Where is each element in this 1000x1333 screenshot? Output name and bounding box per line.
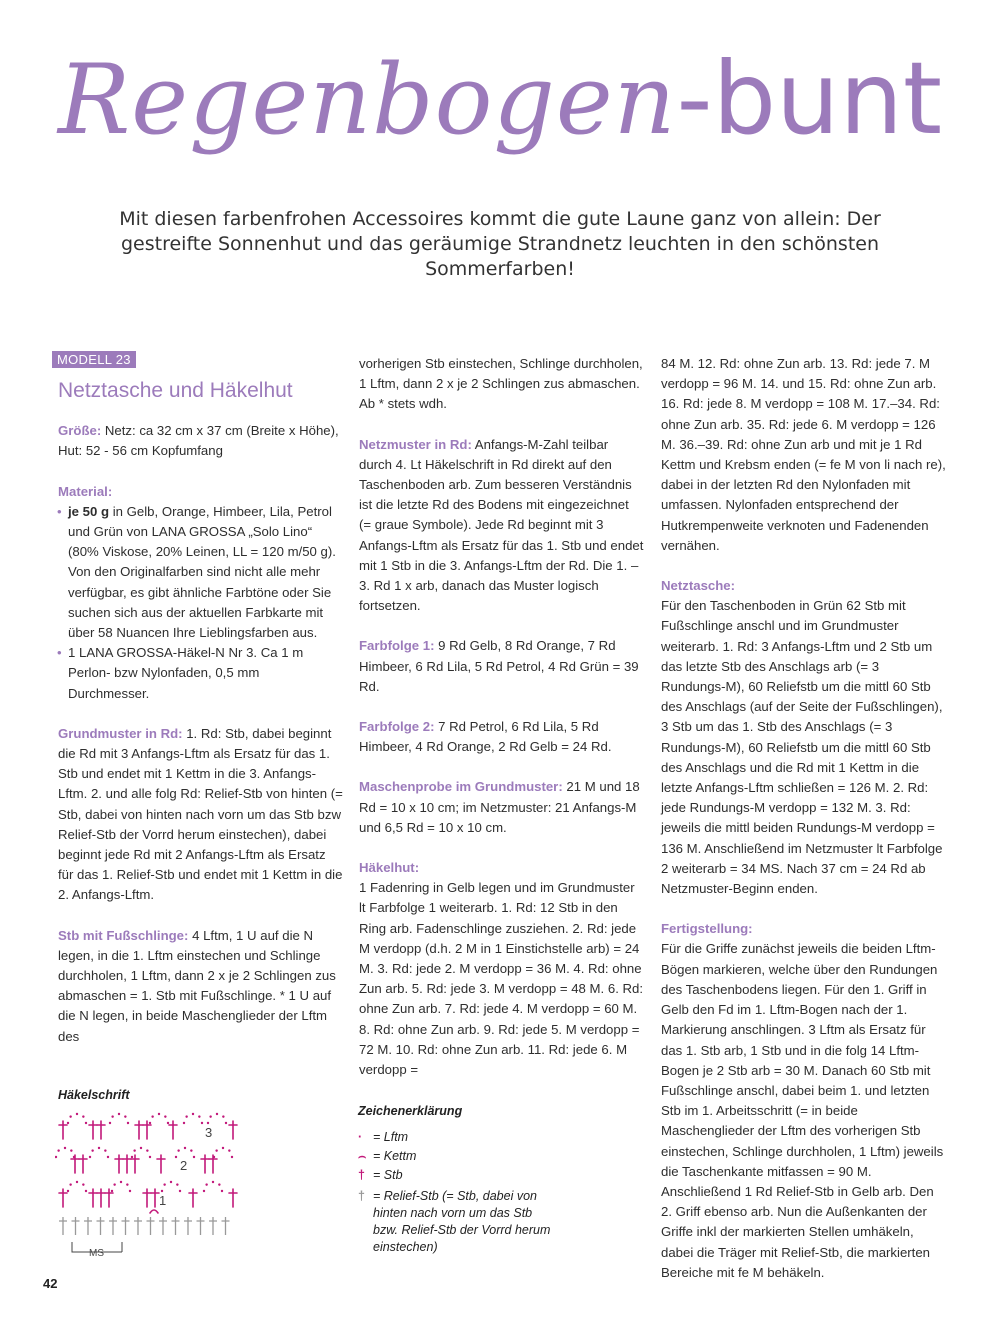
chart-lftm-dot <box>170 1181 172 1183</box>
chart-lftm-dot <box>91 1149 93 1151</box>
stb-label: Stb mit Fußschlinge: <box>58 927 189 943</box>
chart-lftm-dot <box>76 1113 78 1115</box>
model-heading: Netztasche und Häkelhut <box>58 379 293 403</box>
chart-lftm-dot <box>149 1156 151 1158</box>
chart-lftm-dot <box>109 1122 111 1124</box>
chart-stb <box>169 1121 177 1139</box>
chart-lftm-dot <box>163 1183 165 1185</box>
chart-lftm-dot <box>183 1122 185 1124</box>
chart-lftm-dot <box>107 1156 109 1158</box>
base-relief-stb <box>59 1217 67 1235</box>
chart-lftm-dot <box>185 1115 187 1117</box>
chart-lftm-dot <box>76 1181 78 1183</box>
chart-lftm-dot <box>131 1156 133 1158</box>
relief-stb-symbol-icon: † <box>358 1189 365 1203</box>
chart-lftm-dot <box>89 1156 91 1158</box>
chart-lftm-dot <box>104 1149 106 1151</box>
chart-lftm-dot <box>176 1183 178 1185</box>
chart-stb <box>89 1189 97 1207</box>
base-relief-stb <box>172 1217 180 1235</box>
chart-stb <box>135 1121 143 1139</box>
chart-lftm-dot <box>73 1156 75 1158</box>
chart-stb <box>59 1189 67 1207</box>
base-relief-stb <box>122 1217 130 1235</box>
chart-lftm-dot <box>216 1113 218 1115</box>
netzmuster-text: Anfangs-M-Zahl teilbar durch 4. Lt Häkelschrift in Rd direkt auf den Taschenboden arb. Zum besseren Verständnis ist die letzte Rd des Bodens mit eingezeichnet (= graue Symbole). Jede Rd beginnt mit 3 Anfangs-Lftm als Ersatz für das 1. Stb und endet mit 1 Stb in die 3. Anfangs-Lftm der Rd. Die 1. – 3. Rd 1 x arb, danach das Muster logisch fortsetzen. <box>359 436 644 614</box>
size-label: Größe: <box>58 423 102 439</box>
chart-lftm-dot <box>120 1181 122 1183</box>
kettm-symbol-icon: ⌢ <box>358 1149 367 1163</box>
legend-item-kettm <box>358 1147 558 1166</box>
chart-lftm-dot <box>225 1122 227 1124</box>
legend-item-stb <box>358 1166 558 1185</box>
chart-lftm-dot <box>124 1115 126 1117</box>
chart-lftm-dot <box>184 1147 186 1149</box>
material-bullet-2-text: 1 LANA GROSSA-Häkel-N Nr 3. Ca 1 m Perlon- bzw Nylonfaden, 0,5 mm Durchmesser. <box>68 645 304 701</box>
netzmuster-label: Netzmuster in Rd: <box>359 436 472 452</box>
chart-lftm-dot <box>146 1149 148 1151</box>
ms-label: MS <box>89 1248 104 1259</box>
chart-lftm-dot <box>201 1122 203 1124</box>
legend-text: = Stb <box>373 1168 403 1182</box>
chart-stb <box>59 1121 67 1139</box>
column-1 <box>58 350 343 1067</box>
material-bullet-1-text: in Gelb, Orange, Himbeer, Lila, Petrol und Grün von LANA GROSSA „Solo Lino“ (80% Viskose, 20% Leinen, LL = 120 m/50 g). Von den Originalfarben sind nicht alle mehr verfügbar, es gibt ähnliche Farbtöne oder Sie suchen sich aus der aktuellen Farbkarte mit über 58 Nuancen Ihre Lieblingsfarben aus. <box>68 503 336 641</box>
chart-lftm-dot <box>222 1147 224 1149</box>
material-bullet-2 <box>58 643 343 704</box>
col2-continuation: vorherigen Stb einstechen, Schlinge durchholen, 1 Lftm, dann 2 x je 2 Schlingen zus abmaschen. Ab * stets wdh. <box>359 356 643 412</box>
size-text: Netz: ca 32 cm x 37 cm (Breite x Höhe), Hut: 52 - 56 cm Kopfumfang <box>58 423 339 459</box>
chart-lftm-dot <box>158 1113 160 1115</box>
chart-lftm-dot <box>98 1147 100 1149</box>
base-relief-stb <box>134 1217 142 1235</box>
crochet-chart <box>55 1105 250 1265</box>
chart-row-number-1: 1 <box>159 1193 167 1208</box>
chart-row-number-2: 2 <box>180 1158 188 1173</box>
chart-lftm-dot <box>129 1190 131 1192</box>
maschenprobe-paragraph <box>359 777 644 838</box>
base-relief-stb <box>184 1217 192 1235</box>
chart-stb <box>229 1189 237 1207</box>
chart-lftm-dot <box>140 1147 142 1149</box>
material-amount: je 50 g <box>68 503 110 519</box>
col3-continuation: 84 M. 12. Rd: ohne Zun arb. 13. Rd: jede 7. M verdopp = 96 M. 14. und 15. Rd: ohne Zun arb. 16. Rd: jede 8. M verdopp = 108 M. 17.–34. Rd: ohne Zun arb. 35. Rd: jede 6. M verdopp = 126 M. 36.–39. Rd: ohne Zun arb und mit je 1 Rd Kettm und Krebsm enden (= fe M von li nach re), dabei in der letzten Rd den Nylonfaden mit umfassen. Nylonfaden entsprechend der Hutkrempenweite verknoten und Fadenenden vernähen. <box>661 356 946 553</box>
chart-lftm-dot <box>111 1115 113 1117</box>
farbfolge1-paragraph <box>359 636 644 697</box>
chart-lftm-dot <box>67 1190 69 1192</box>
base-relief-stb <box>197 1217 205 1235</box>
material-label: Material: <box>58 483 113 499</box>
chart-lftm-dot <box>205 1183 207 1185</box>
stb-text: 4 Lftm, 1 U auf die N legen, in die 1. Lftm einstechen und Schlinge durchholen, 1 Lftm, dann 2 x je 2 Schlingen zus abmaschen = 1. Stb mit Fußschlinge. * 1 U auf die N legen, in beide Maschenglieder der Lftm des <box>58 927 336 1044</box>
farbfolge1-label: Farbfolge 1: <box>359 638 435 654</box>
fertigstellung-text: Für die Griffe zunächst jeweils die beiden Lftm-Bögen markieren, welche über den Rundungen des Taschenbodens liegen. Für den 1. Griff in Gelb den Fd im 1. Lftm-Bogen nach der 1. Markierung anschlingen. 3 Lftm als Ersatz für das 1. Stb arb, 1 Stb und in die folg 14 Lftm-Bogen je 2 Stb arb = 30 M. Danach 60 Stb mit Fußschlinge anschl, dabei beim 1. und letzten Stb im 1. Arbeitsschritt (= in beide Maschenglieder der Lftm des vorherigen Stb einstechen, Schlinge durchholen, 1 Lftm) jeweils die Taschenkante mitfassen = 90 M. Anschließend 1 Rd Relief-Stb in Gelb arb. Den 2. Griff ebenso arb. Nun die Außenkanten der Griffe inkl der markierten Stellen umhäkeln, dabei die Träger mit Relief-Stb, die markierten Bereiche mit fe M behäkeln. <box>661 941 944 1280</box>
chart-lftm-dot <box>82 1115 84 1117</box>
chart-lftm-dot <box>190 1149 192 1151</box>
stb-symbol-icon: † <box>358 1168 365 1182</box>
base-relief-stb <box>147 1217 155 1235</box>
base-relief-stb <box>109 1217 117 1235</box>
chart-lftm-dot <box>228 1149 230 1151</box>
chart-lftm-dot <box>133 1149 135 1151</box>
farbfolge1-text: 9 Rd Gelb, 8 Rd Orange, 7 Rd Himbeer, 6 Rd Lila, 5 Rd Petrol, 4 Rd Grün = 39 Rd. <box>359 638 639 694</box>
maschenprobe-text: 21 M und 18 Rd = 10 x 10 cm; im Netzmuster: 21 Anfangs-M und 6,5 Rd = 10 x 10 cm. <box>359 779 640 835</box>
netztasche-label: Netztasche: <box>661 578 736 594</box>
chart-lftm-dot <box>113 1183 115 1185</box>
grundmuster-label: Grundmuster in Rd: <box>58 725 183 741</box>
chart-lftm-dot <box>215 1149 217 1151</box>
chart-lftm-dot <box>167 1122 169 1124</box>
legend-text: = Lftm <box>373 1130 409 1144</box>
chart-stb <box>115 1155 123 1173</box>
legend-text: = Kettm <box>373 1149 417 1163</box>
base-relief-stb <box>97 1217 105 1235</box>
chart-stb <box>97 1121 105 1139</box>
chart-lftm-dot <box>149 1122 151 1124</box>
chart-lftm-dot <box>57 1149 59 1151</box>
chart-lftm-dot <box>207 1122 209 1124</box>
chart-lftm-dot <box>69 1115 71 1117</box>
chart-lftm-dot <box>209 1115 211 1117</box>
fertigstellung-label: Fertigstellung: <box>661 921 753 937</box>
chart-lftm-dot <box>127 1122 129 1124</box>
chart-lftm-dot <box>55 1156 57 1158</box>
chart-stb <box>151 1189 159 1207</box>
chart-stb <box>89 1121 97 1139</box>
chart-stb <box>79 1155 87 1173</box>
chart-lftm-dot <box>203 1190 205 1192</box>
chart-stb <box>209 1155 217 1173</box>
chart-lftm-dot <box>164 1115 166 1117</box>
base-relief-stb <box>159 1217 167 1235</box>
legend-item-relief-stb <box>358 1188 558 1256</box>
grundmuster-text: 1. Rd: Stb, dabei beginnt die Rd mit 3 Anfangs-Lftm als Ersatz für das 1. Stb und endet mit 1 Kettm in die 3. Anfangs-Lftm. 2. und alle folg Rd: Relief-Stb von hinten (= Stb, dabei von hinten nach vorn um das Stb bzw Relief-Stb der Vorrd herum einstechen), dabei beginnt jede Rd mit 2 Anfangs-Lftm als Ersatz für das 1. Relief-Stb und endet mit 1 Kettm in die 2. Anfangs-Lftm. <box>58 725 343 903</box>
chart-lftm-dot <box>177 1149 179 1151</box>
chart-lftm-dot <box>85 1190 87 1192</box>
title-sans-part: -bunt <box>676 40 943 157</box>
column-3 <box>661 354 946 1303</box>
chart-lftm-dot <box>161 1190 163 1192</box>
chart-lftm-dot <box>218 1183 220 1185</box>
model-badge: MODELL 23 <box>52 351 136 368</box>
chart-lftm-dot <box>198 1115 200 1117</box>
chart-stb <box>157 1155 165 1173</box>
chart-lftm-dot <box>118 1113 120 1115</box>
haekelhut-text: 1 Fadenring in Gelb legen und im Grundmuster lt Farbfolge 1 weiterarb. 1. Rd: 12 Stb in den Ring arb. Fadenschlinge zusziehen. 2. Rd: jede M verdopp (d.h. 2 M in 1 Einstichstelle arb) = 24 M. 3. Rd: jede 2. M verdopp = 36 M. 4. Rd: ohne Zun arb. 5. Rd: jede 3. M verdopp = 48 M. 6. Rd: ohne Zun arb. 7. Rd: jede 4. M verdopp = 60 M. 8. Rd: ohne Zun arb. 9. Rd: jede 5. M verdopp = 72 M. 10. Rd: ohne Zun arb. 11. Rd: jede 6. M verdopp = <box>359 880 644 1078</box>
chart-lftm-dot <box>85 1122 87 1124</box>
maschenprobe-label: Maschenprobe im Grundmuster: <box>359 779 563 795</box>
chart-kettm-arc <box>150 1210 158 1213</box>
page-title <box>0 40 1000 157</box>
chart-lftm-dot <box>222 1115 224 1117</box>
chart-label: Häkelschrift <box>58 1088 130 1102</box>
base-relief-stb <box>72 1217 80 1235</box>
chart-stb <box>143 1189 151 1207</box>
column-2 <box>359 354 644 1100</box>
chart-stb <box>123 1155 131 1173</box>
chart-lftm-dot <box>64 1147 66 1149</box>
chart-lftm-dot <box>221 1190 223 1192</box>
page-number: 42 <box>43 1276 58 1291</box>
chart-lftm-dot <box>151 1115 153 1117</box>
chart-lftm-dot <box>193 1156 195 1158</box>
material-bullet-1 <box>58 502 343 643</box>
chart-lftm-dot <box>82 1183 84 1185</box>
chart-lftm-dot <box>212 1181 214 1183</box>
farbfolge2-label: Farbfolge 2: <box>359 719 435 735</box>
chart-stb <box>229 1121 237 1139</box>
grundmuster-paragraph <box>58 724 343 906</box>
chart-stb <box>71 1155 79 1173</box>
farbfolge2-text: 7 Rd Petrol, 6 Rd Lila, 5 Rd Himbeer, 4 Rd Orange, 2 Rd Gelb = 24 Rd. <box>359 719 612 755</box>
legend-item-lftm <box>358 1128 558 1147</box>
size-paragraph <box>58 421 343 461</box>
chart-lftm-dot <box>69 1183 71 1185</box>
chart-lftm-dot <box>192 1113 194 1115</box>
base-relief-stb <box>209 1217 217 1235</box>
chart-lftm-dot <box>213 1156 215 1158</box>
chart-lftm-dot <box>179 1190 181 1192</box>
chart-lftm-dot <box>70 1149 72 1151</box>
legend-text: = Relief-Stb (= Stb, dabei von hinten nach vorn um das Stb bzw. Relief-Stb der Vorrd herum einstechen) <box>373 1189 551 1254</box>
legend-title: Zeichenerklärung <box>358 1104 463 1118</box>
farbfolge2-paragraph <box>359 717 644 757</box>
chart-lftm-dot <box>175 1156 177 1158</box>
stb-paragraph <box>58 926 343 1047</box>
lftm-symbol-icon: · <box>358 1130 363 1144</box>
chart-lftm-dot <box>231 1156 233 1158</box>
chart-stb <box>97 1189 105 1207</box>
haekelhut-label: Häkelhut: <box>359 860 420 876</box>
chart-stb <box>189 1189 197 1207</box>
base-relief-stb <box>84 1217 92 1235</box>
base-relief-stb <box>222 1217 230 1235</box>
netztasche-text: Für den Taschenboden in Grün 62 Stb mit Fußschlinge anschl und im Grundmuster weiterarb. 1. Rd: 3 Anfangs-Lftm und 2 Stb um das letzte Stb des Anschlags arb (= 3 Rundungs-M), 60 Reliefstb um die mittl 60 Stb des Anschlags (auf der Seite der Fußschlingen), 3 Stb um das 1. Stb des Anschlags (= 3 Rundungs-M), 60 Reliefstb um die mittl 60 Stb des Anschlags und die Rd mit 1 Kettm in die letzte Anfangs-Lftm schließen = 126 M. 2. Rd: jede Rundungs-M verdopp = 132 M. 3. Rd: jeweils die mittl beiden Rundungs-M verdopp = 136 M. Anschließend im Netzmuster lt Farbfolge 2 weiterarb = 34 MS. Nach 37 cm = 24 Rd ab Netzmuster-Beginn enden. <box>661 598 943 897</box>
chart-lftm-dot <box>126 1183 128 1185</box>
chart-stb <box>201 1155 209 1173</box>
netzmuster-paragraph <box>359 435 644 617</box>
legend <box>358 1128 558 1256</box>
intro-text: Mit diesen farbenfrohen Accessoires kommt die gute Laune ganz von allein: Der gestreifte Sonnenhut und das geräumige Strandnetz leuchten in den schönsten Sommerfarben! <box>119 208 881 280</box>
title-script-part: Regenbogen <box>57 44 677 156</box>
chart-row-number-3: 3 <box>205 1125 213 1140</box>
chart-lftm-dot <box>67 1122 69 1124</box>
chart-lftm-dot <box>111 1190 113 1192</box>
